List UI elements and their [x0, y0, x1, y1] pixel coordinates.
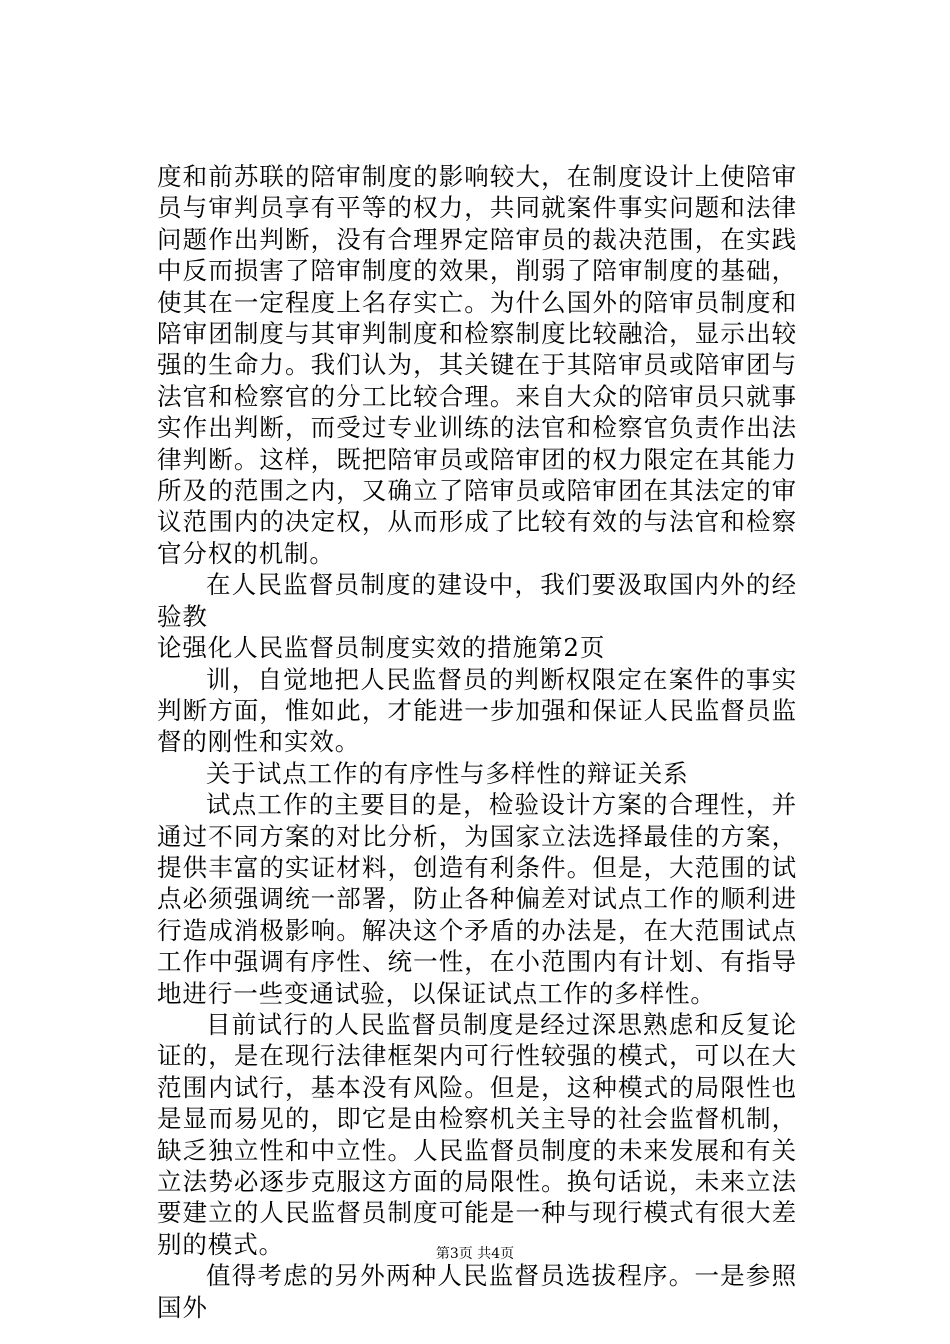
paragraph-7: 目前试行的人民监督员制度是经过深思熟虑和反复论证的，是在现行法律框架内可行性较强的模式，可以在大范围内试行，基本没有风险。但是，这种模式的局限性也是显而易见的，即它是由检察机关主导的社会监督机制，缺乏独立性和中立性。人民监督员制度的未来发展和有关立法势必逐步克服这方面的局限性。换句话说，未来立法要建立的人民监督员制度可能是一种与现行模式有很大差别的模式。 — [157, 1009, 797, 1259]
page-footer: 第3页 共4页 — [435, 1246, 515, 1262]
section-heading: 关于试点工作的有序性与多样性的辩证关系 — [206, 758, 689, 788]
paragraph-2: 在人民监督员制度的建设中，我们要汲取国内外的经验教 — [157, 570, 797, 631]
document-body — [157, 161, 797, 1323]
paragraph-8: 值得考虑的另外两种人民监督员选拔程序。一是参照国外 — [157, 1261, 797, 1322]
paragraph-4: 训，自觉地把人民监督员的判断权限定在案件的事实判断方面，惟如此，才能进一步加强和保证人民监督员监督的刚性和实效。 — [157, 664, 797, 757]
paragraph-6: 试点工作的主要目的是，检验设计方案的合理性，并通过不同方案的对比分析，为国家立法选择最佳的方案，提供丰富的实证材料，创造有利条件。但是，大范围的试点必须强调统一部署，防止各种偏差对试点工作的顺利进行造成消极影响。解决这个矛盾的办法是，在大范围试点工作中强调有序性、统一性，在小范围内有计划、有指导地进行一些变通试验，以保证试点工作的多样性。 — [157, 790, 797, 1008]
paragraph-1: 度和前苏联的陪审制度的影响较大，在制度设计上使陪审员与审判员享有平等的权力，共同就案件事实问题和法律问题作出判断，没有合理界定陪审员的裁决范围，在实践中反而损害了陪审制度的效果，削弱了陪审制度的基础，使其在一定程度上名存实亡。为什么国外的陪审员制度和陪审团制度与其审判制度和检察制度比较融洽，显示出较强的生命力。我们认为，其关键在于其陪审员或陪审团与法官和检察官的分工比较合理。来自大众的陪审员只就事实作出判断，而受过专业训练的法官和检察官负责作出法律判断。这样，既把陪审员或陪审团的权力限定在其能力所及的范围之内，又确立了陪审员或陪审团在其法定的审议范围内的决定权，从而形成了比较有效的与法官和检察官分权的机制。 — [157, 162, 797, 568]
paragraph-3: 论强化人民监督员制度实效的措施第2页 — [157, 633, 606, 663]
